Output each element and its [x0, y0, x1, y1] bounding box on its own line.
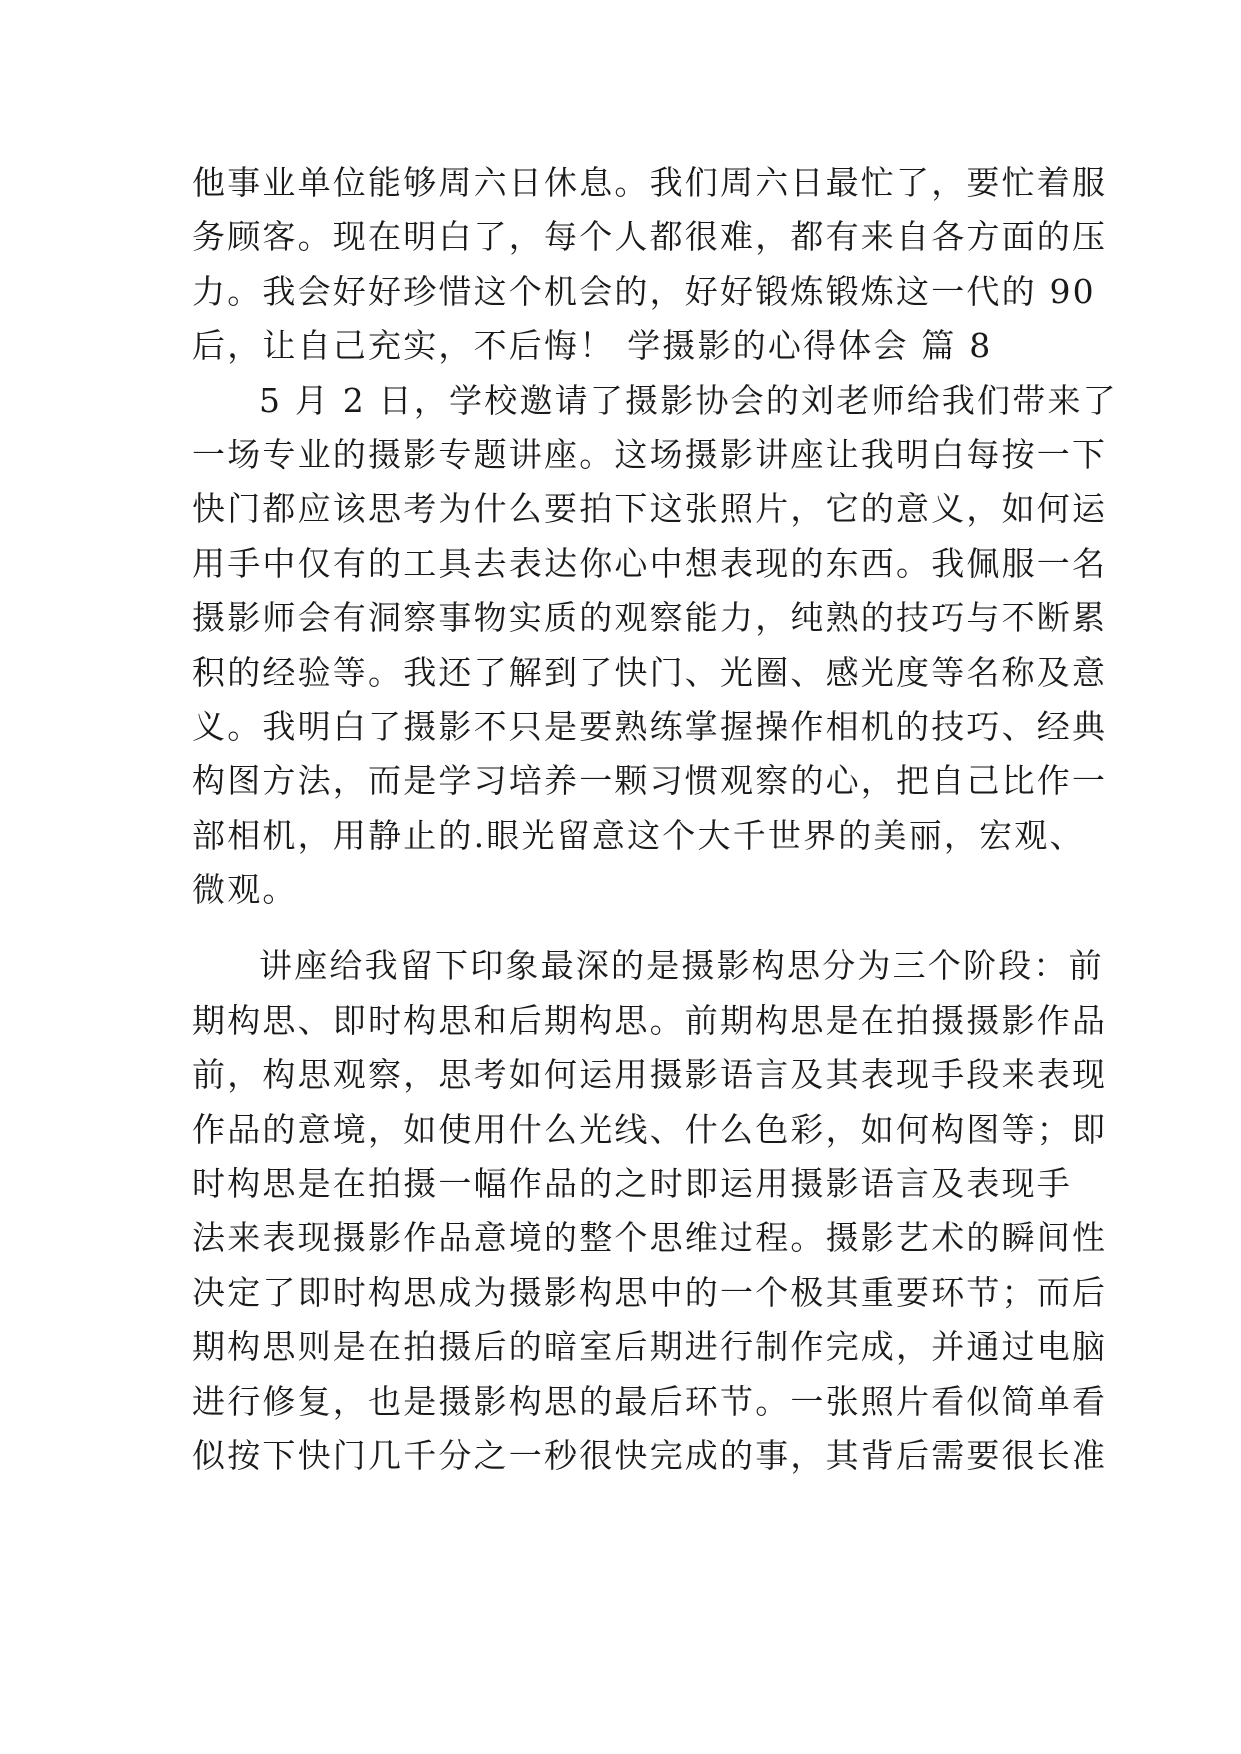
- text-line: 期构思则是在拍摄后的暗室后期进行制作完成，并通过电脑: [192, 1327, 1108, 1367]
- text-line: 用手中仅有的工具去表达你心中想表现的东西。我佩服一名: [192, 543, 1108, 583]
- text-line: 他事业单位能够周六日休息。我们周六日最忙了，要忙着服: [192, 163, 1108, 202]
- text-line: 5 月 2 日，学校邀请了摄影协会的刘老师给我们带来了: [259, 380, 1118, 420]
- paragraph-lecture-intro: [192, 374, 1118, 918]
- text-line: 进行修复，也是摄影构思的最后环节。一张照片看似简单看: [192, 1381, 1108, 1421]
- paragraph-continuation: [192, 156, 1108, 374]
- document-body: [192, 156, 1118, 1483]
- text-line: 决定了即时构思成为摄影构思中的一个极其重要环节；而后: [192, 1272, 1108, 1312]
- text-line: 摄影师会有洞察事物实质的观察能力，纯熟的技巧与不断累: [192, 598, 1108, 638]
- text-line: 一场专业的摄影专题讲座。这场摄影讲座让我明白每按一下: [192, 434, 1108, 474]
- text-line: 务顾客。现在明白了，每个人都很难，都有来自各方面的压: [192, 217, 1108, 257]
- paragraph-composition-stages: [192, 939, 1108, 1483]
- text-line: 积的经验等。我还了解到了快门、光圈、感光度等名称及意: [192, 652, 1108, 692]
- text-line: 义。我明白了摄影不只是要熟练掌握操作相机的技巧、经典: [192, 706, 1108, 746]
- paragraph-spacer: [192, 917, 1052, 939]
- text-line: 期构思、即时构思和后期构思。前期构思是在拍摄摄影作品: [192, 1000, 1108, 1040]
- text-line: 快门都应该思考为什么要拍下这张照片，它的意义，如何运: [192, 489, 1108, 529]
- text-line: 部相机，用静止的.眼光留意这个大千世界的美丽，宏观、: [192, 815, 1085, 855]
- text-line: 构图方法，而是学习培养一颗习惯观察的心，把自己比作一: [192, 761, 1108, 801]
- text-line: 前，构思观察，思考如何运用摄影语言及其表现手段来表现: [192, 1055, 1108, 1095]
- text-line: 后，让自己充实，不后悔！ 学摄影的心得体会 篇 8: [192, 326, 993, 366]
- text-line: 时构思是在拍摄一幅作品的之时即运用摄影语言及表现手: [192, 1164, 1072, 1204]
- text-line: 作品的意境，如使用什么光线、什么色彩，如何构图等；即: [192, 1109, 1108, 1149]
- text-line: 讲座给我留下印象最深的是摄影构思分为三个阶段：前: [259, 946, 1104, 986]
- text-line: 力。我会好好珍惜这个机会的，好好锻炼锻炼这一代的 90: [192, 271, 1096, 311]
- text-line: 法来表现摄影作品意境的整个思维过程。摄影艺术的瞬间性: [192, 1218, 1108, 1258]
- text-line: 微观。: [192, 870, 298, 910]
- text-line: 似按下快门几千分之一秒很快完成的事，其背后需要很长准: [192, 1435, 1108, 1475]
